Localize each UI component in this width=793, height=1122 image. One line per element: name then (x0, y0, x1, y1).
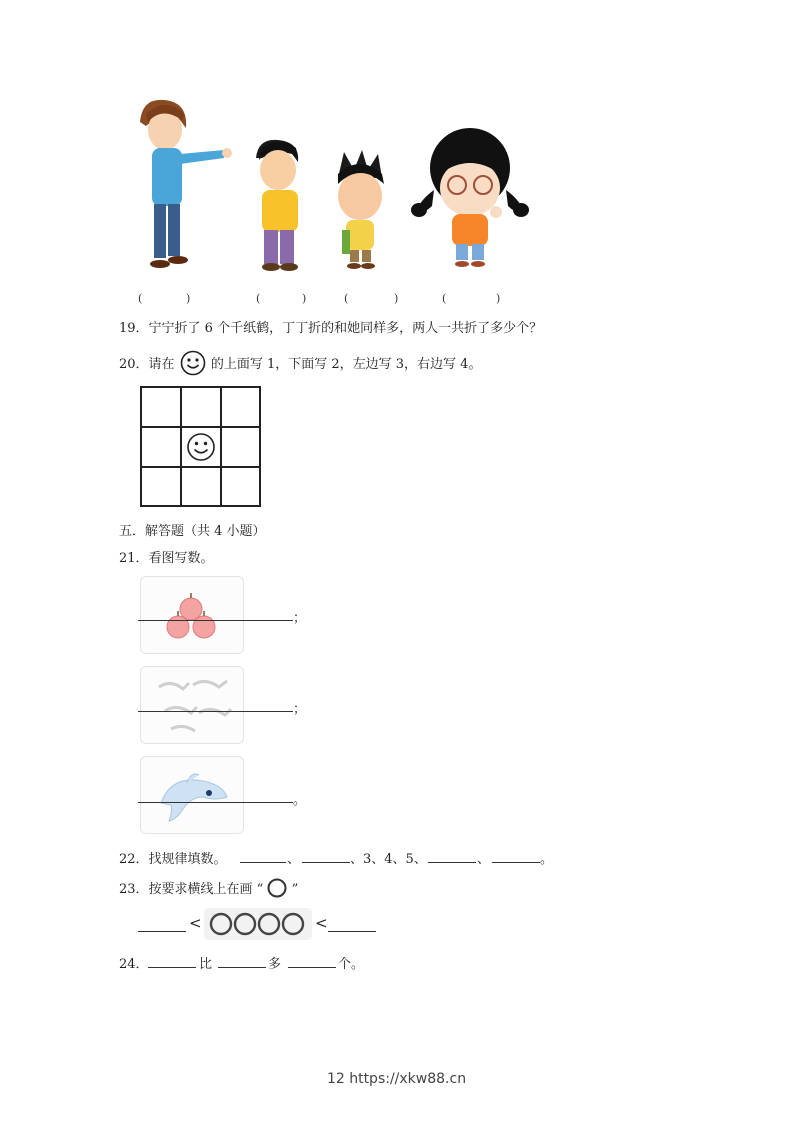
smiley-face-icon (180, 350, 206, 376)
q23-blank-right[interactable] (328, 931, 376, 932)
q21-answer-line-3[interactable] (138, 802, 293, 803)
q24-blank-2[interactable] (218, 967, 266, 968)
q24-blank-1[interactable] (148, 967, 196, 968)
q21-separator-1: ； (293, 611, 307, 626)
answer-paren-open-4: ( (442, 292, 447, 305)
small-boy-figure (338, 150, 384, 269)
q24-blank-3[interactable] (288, 967, 336, 968)
section-5-heading: 五．解答题（共 4 小题） (119, 524, 266, 539)
dolphin-icon (141, 757, 243, 833)
four-circles-group (204, 908, 312, 940)
q22-blank-1[interactable] (240, 862, 286, 863)
q22-blank-4[interactable] (492, 862, 540, 863)
question-19: 19．宁宁折了 6 个千纸鹤，丁丁折的和她同样多，两人一共折了多少个？ (119, 321, 543, 336)
fish-icon (141, 667, 243, 743)
apples-picture (140, 576, 244, 654)
q22-end: 。 (540, 852, 554, 867)
question-20-text-start: 20．请在 (119, 357, 175, 372)
answer-paren-close-4: ) (496, 292, 501, 305)
apples-icon (141, 577, 243, 653)
q21-separator-2: ； (293, 702, 307, 717)
q22-separator-1: 、 (287, 852, 301, 867)
question-23-text: 23．按要求横线上在画 “ (119, 882, 264, 897)
four-circles-icon (204, 908, 312, 940)
answer-paren-open-1: ( (138, 292, 143, 305)
tall-boy-figure (140, 100, 232, 268)
question-20 (119, 350, 481, 376)
circle-shape-icon (267, 878, 287, 898)
q24-text-duo: 多 (268, 957, 282, 972)
q22-sequence-middle: 、3、4、5、 (350, 852, 427, 867)
grid-center-smiley-icon (186, 432, 216, 462)
q21-separator-3: 。 (293, 793, 307, 808)
q22-separator-2: 、 (477, 852, 491, 867)
q21-answer-line-2[interactable] (138, 711, 293, 712)
q22-blank-3[interactable] (428, 862, 476, 863)
question-20-text-end: 的上面写 1，下面写 2，左边写 3，右边写 4。 (210, 357, 482, 372)
fish-picture (140, 666, 244, 744)
q23-blank-left[interactable] (138, 931, 186, 932)
question-23-quote-close: ” (291, 882, 299, 897)
answer-grid-3x3 (140, 386, 261, 507)
answer-paren-close-2: ) (302, 292, 307, 305)
question-22: 22．找规律填数。 (119, 852, 227, 867)
q21-answer-line-1[interactable] (138, 620, 293, 621)
answer-paren-open-2: ( (256, 292, 261, 305)
question-21: 21．看图写数。 (119, 551, 214, 566)
q24-text-bi: 比 (199, 957, 213, 972)
yellow-shirt-boy-figure (256, 140, 298, 271)
question-24-number: 24． (119, 957, 149, 972)
dolphin-picture (140, 756, 244, 834)
page-footer: 12 https://xkw88.cn (326, 1071, 467, 1087)
q22-blank-2[interactable] (302, 862, 350, 863)
children-illustration (132, 92, 532, 292)
girl-with-glasses-figure (411, 128, 529, 267)
q23-less-than-2: < (315, 914, 328, 932)
answer-paren-close-3: ) (394, 292, 399, 305)
q23-less-than-1: < (189, 914, 202, 932)
answer-paren-open-3: ( (344, 292, 349, 305)
question-23 (119, 878, 298, 898)
answer-paren-close-1: ) (186, 292, 191, 305)
q24-text-ge: 个。 (338, 957, 365, 972)
